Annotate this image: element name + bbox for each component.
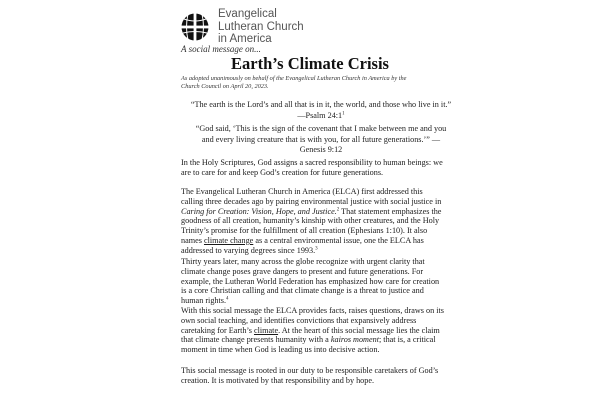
kicker-text: A social message on... <box>181 44 261 54</box>
footnote-marker[interactable]: 2 <box>336 206 340 212</box>
footnote-marker[interactable]: 1 <box>342 110 345 116</box>
cited-document-title: Caring for Creation: Vision, Hope, and Justice. <box>181 206 337 216</box>
scripture-quote-psalm: “The earth is the Lord’s and all that is in it, the world, and those who live in it.” —Psalm $24:1^1$ <box>190 100 452 120</box>
paragraph-4: With this social message the ELCA provides facts, raises questions, draws on its own social teaching, and identifies convictions that expansively address caretaking for Earth’s climate. At the heart of this social message lies the claim that climate change presents humanity with a kairos moment; that is, a critical moment in time when God is leading us into decisive action. <box>181 306 444 355</box>
paragraph-2: The Evangelical Lutheran Church in America (ELCA) first addressed this calling three decades ago by pairing environmental justice with social justice in Caring for Creation: Vision, Hope, and Justice.$^2$ That statement emphasizes the goodness of all creation, humanity’s kinship with other creatures, and the Holy Trinity’s promise for the fulfillment of all creation (Ephesians 1:10). It also names climate change as a central environmental issue, one the ELCA has addressed to varying degrees since 1993.$^3$ <box>181 187 442 255</box>
footnote-marker[interactable]: 4 <box>226 296 229 302</box>
cross-globe-icon <box>180 12 210 42</box>
paragraph-3: Thirty years later, many across the globe recognize with urgent clarity that climate change poses grave dangers to present and future generations. For example, the Lutheran World Federation has emphasized how care for creation is a core Christian calling and that climate change is a threat to justice and human rights.$^4$ <box>181 257 440 306</box>
adoption-note: As adopted unanimously on behalf of the Evangelical Lutheran Church in America by the Church Council on April 20, 2023. <box>181 75 407 90</box>
scripture-quote-genesis: “God said, ‘This is the sign of the covenant that I make between me and you and every living creature that is with you, for all future generations.’” —Genesis 9:12 <box>195 124 447 154</box>
kairos-term: kairos moment <box>330 335 379 345</box>
climate-change-link[interactable]: climate change <box>203 235 254 245</box>
org-name: Evangelical Lutheran Church in America <box>218 8 304 45</box>
footnote-marker[interactable]: 3 <box>315 246 318 252</box>
elca-logo <box>180 8 304 46</box>
climate-link[interactable]: climate <box>253 325 279 335</box>
document-title: Earth’s Climate Crisis <box>231 54 389 73</box>
paragraph-5: This social message is rooted in our duty to be responsible caretakers of God’s creation. It is motivated by that responsibility and by hope. <box>181 366 439 385</box>
paragraph-1: In the Holy Scriptures, God assigns a sacred responsibility to human beings: we are to care for and keep God’s creation for future generations. <box>181 158 443 177</box>
